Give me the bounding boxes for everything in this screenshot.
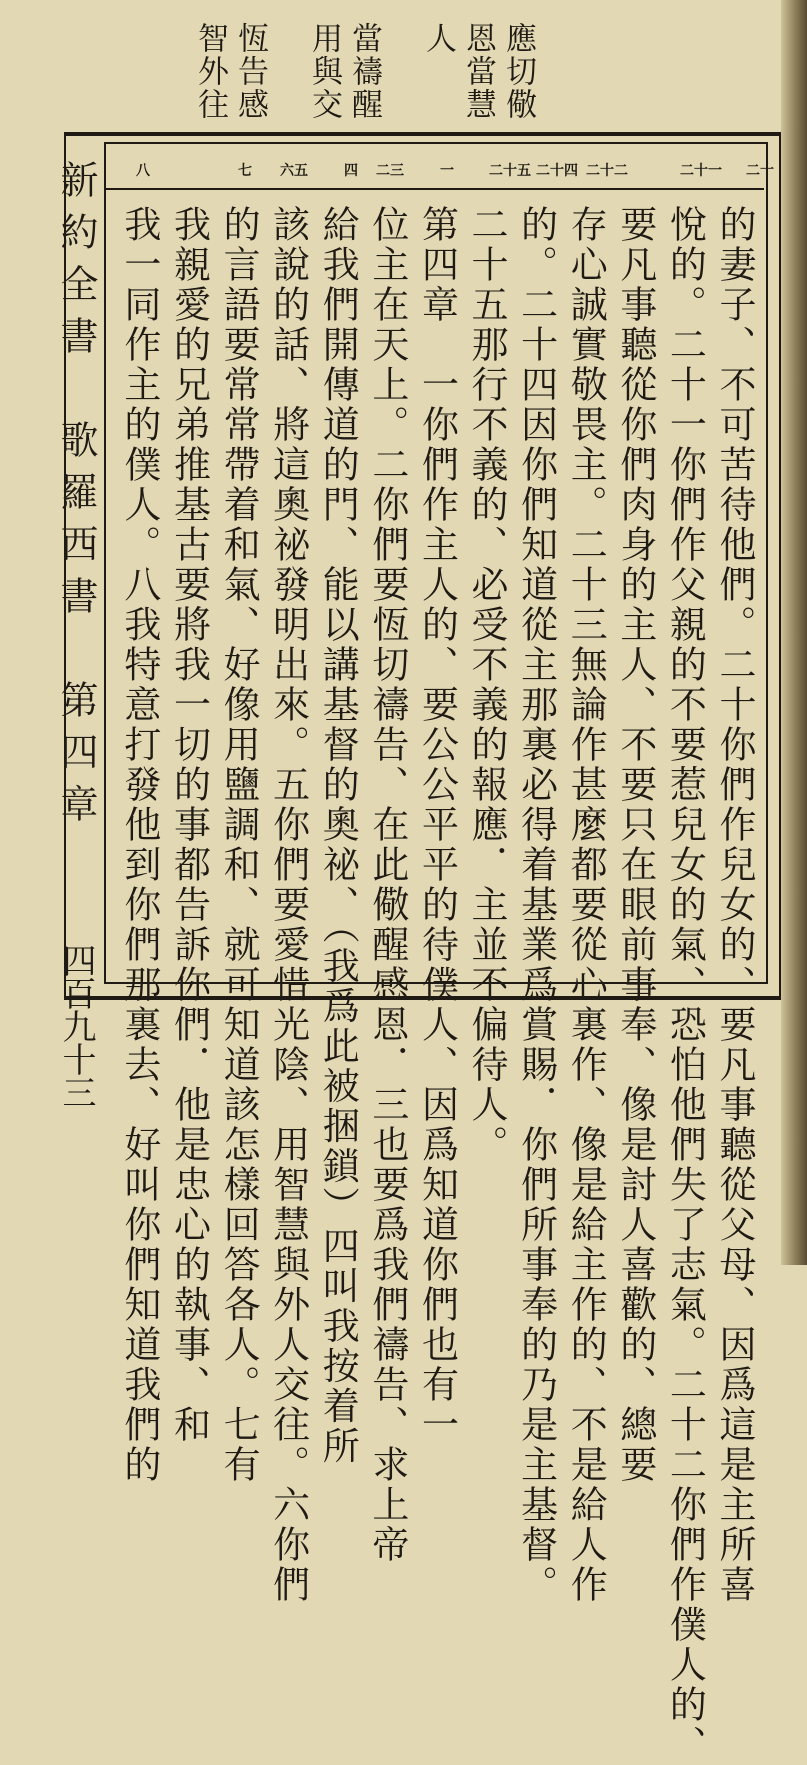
verse-number-label: 二十 xyxy=(746,163,774,179)
margin-note xyxy=(190,22,270,132)
note-line: 恆告感 xyxy=(232,22,268,121)
page-number: 四百九十三 xyxy=(56,943,96,1108)
text-column: 存心誠實敬畏主。二十三無論作甚麼都要從心裏作、像是給主作的、不是給人作 xyxy=(564,205,608,1605)
margin-note xyxy=(304,22,384,132)
text-column: 我親愛的兄弟推基古要將我一切的事都告訴你們．他是忠心的執事、和 xyxy=(167,205,211,1445)
verse-number-label: 一 xyxy=(440,163,454,179)
verse-number-divider xyxy=(104,188,764,190)
verse-number-strip xyxy=(104,160,774,188)
text-column: 的妻子、不可苦待他們。二十你們作兒女的、要凡事聽從父母、因爲這是主所喜 xyxy=(713,205,756,1605)
verse-number-label: 二三 xyxy=(376,163,404,179)
scripture-text xyxy=(114,205,759,1765)
verse-number-label: 二十四 xyxy=(536,163,578,179)
note-line: 應切儆恩當慧人 xyxy=(420,22,536,121)
verse-number-label: 二十五 xyxy=(489,163,531,179)
verse-number-label: 八 xyxy=(136,163,150,179)
text-column: 要凡事聽從你們肉身的主人、不要只在眼前事奉、像是討人喜歡的、總要 xyxy=(613,205,657,1485)
note-line: 當禱醒 xyxy=(346,22,382,121)
text-column: 我一同作主的僕人。八我特意打發他到你們那裏去、好叫你們知道我們的 xyxy=(117,205,161,1485)
verse-number-label: 二十二 xyxy=(586,163,628,179)
page-edge-shadow xyxy=(781,0,807,1265)
margin-notes xyxy=(190,22,538,132)
note-line: 用與交 xyxy=(306,22,342,121)
verse-number-label: 二十一 xyxy=(680,163,722,179)
text-column: 第四章 一你們作主人的、要公公平平的待僕人、因爲知道你們也有一 xyxy=(415,205,459,1445)
text-column: 給我們開傳道的門、能以講基督的奧祕、（我爲此被捆鎖）四叫我按着所 xyxy=(316,205,360,1467)
text-column: 的。二十四因你們知道從主那裏必得着基業爲賞賜．你們所事奉的乃是主基督。 xyxy=(514,205,558,1605)
running-title: 新約全書 歌羅西書 第四章 xyxy=(54,160,98,836)
verse-number-label: 七 xyxy=(238,163,252,179)
verse-number-label: 六五 xyxy=(280,163,308,179)
note-line: 智外往 xyxy=(192,22,228,121)
text-column: 二十五那行不義的、必受不義的報應．主並不偏待人。 xyxy=(465,205,509,1165)
text-column: 位主在天上。二你們要恆切禱告、在此儆醒感恩．三也要爲我們禱告、求上帝 xyxy=(365,205,409,1565)
text-column: 的言語要常常帶着和氣、好像用鹽調和、就可知道該怎樣回答各人。七有 xyxy=(217,205,261,1485)
verse-number-label: 四 xyxy=(344,163,358,179)
text-column: 該說的話、將這奧祕發明出來。五你們要愛惜光陰、用智慧與外人交往。六你們 xyxy=(266,205,310,1605)
text-column: 悅的。二十一你們作父親的不要惹兒女的氣、恐怕他們失了志氣。二十二你們作僕人的、 xyxy=(663,205,707,1765)
margin-note xyxy=(418,22,538,132)
